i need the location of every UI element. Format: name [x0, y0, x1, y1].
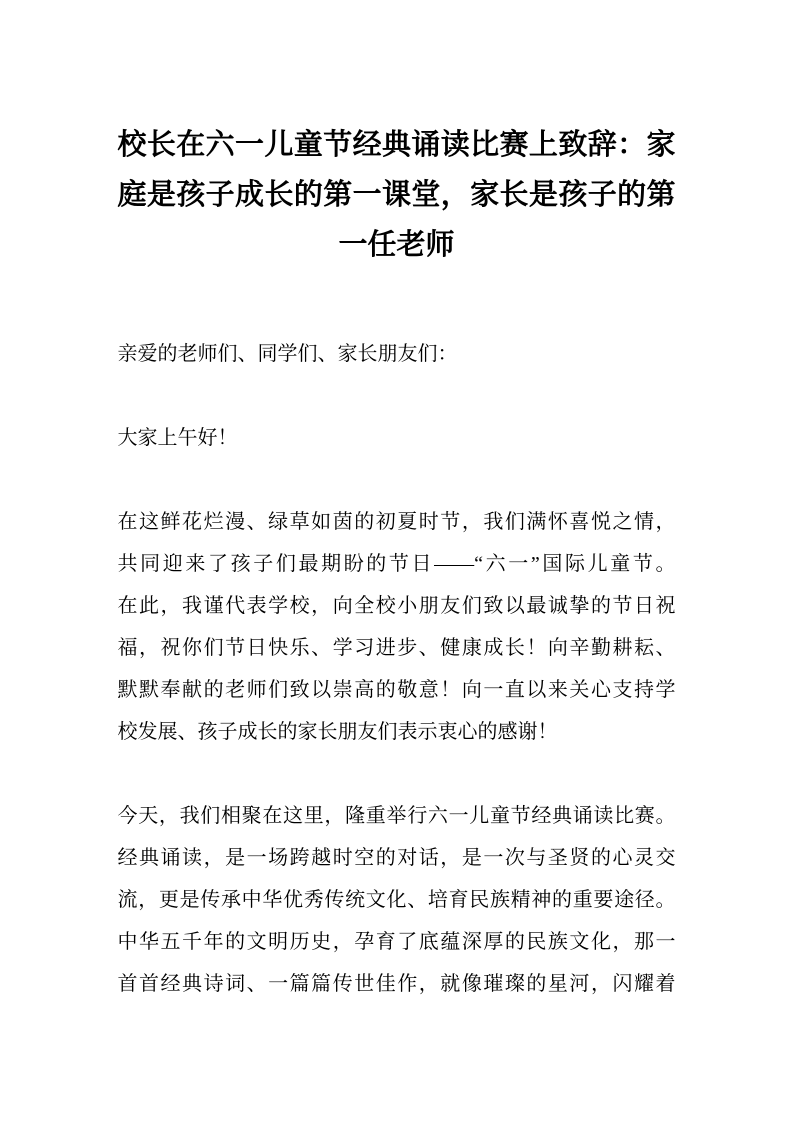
text-line: 中华五千年的文明历史，孕育了底蕴深厚的民族文化，那一: [117, 931, 676, 953]
document-body: [118, 333, 676, 1005]
salutation-paragraph: [118, 333, 676, 375]
text-line: 默默奉献的老师们致以崇高的敬意！向一直以来关心支持学: [117, 679, 676, 701]
greeting-paragraph: [118, 417, 676, 459]
text-line: 共同迎来了孩子们最期盼的节日——“六一”国际儿童节。: [117, 553, 676, 575]
title-line: 庭是孩子成长的第一课堂，家长是孩子的第: [117, 179, 676, 211]
body-paragraph: [118, 501, 676, 753]
body-paragraph: [118, 795, 676, 1005]
document-title: [118, 120, 676, 270]
text-line: 流，更是传承中华优秀传统文化、培育民族精神的重要途径。: [117, 889, 676, 911]
text-line: 在这鲜花烂漫、绿草如茵的初夏时节，我们满怀喜悦之情，: [117, 511, 676, 533]
text-line: 亲爱的老师们、同学们、家长朋友们：: [117, 343, 458, 365]
text-line: 首首经典诗词、一篇篇传世佳作，就像璀璨的星河，闪耀着: [117, 973, 676, 995]
text-line: 今天，我们相聚在这里，隆重举行六一儿童节经典诵读比赛。: [117, 805, 676, 827]
text-line: 经典诵读，是一场跨越时空的对话，是一次与圣贤的心灵交: [117, 847, 676, 869]
text-line: 校发展、孩子成长的家长朋友们表示衷心的感谢！: [117, 721, 558, 743]
text-line: 大家上午好！: [117, 427, 238, 449]
text-line: 在此，我谨代表学校，向全校小朋友们致以最诚挚的节日祝: [117, 595, 676, 617]
text-line: 福，祝你们节日快乐、学习进步、健康成长！向辛勤耕耘、: [117, 637, 676, 659]
title-line: 校长在六一儿童节经典诵读比赛上致辞：家: [117, 129, 676, 161]
title-line: 一任老师: [338, 229, 455, 261]
